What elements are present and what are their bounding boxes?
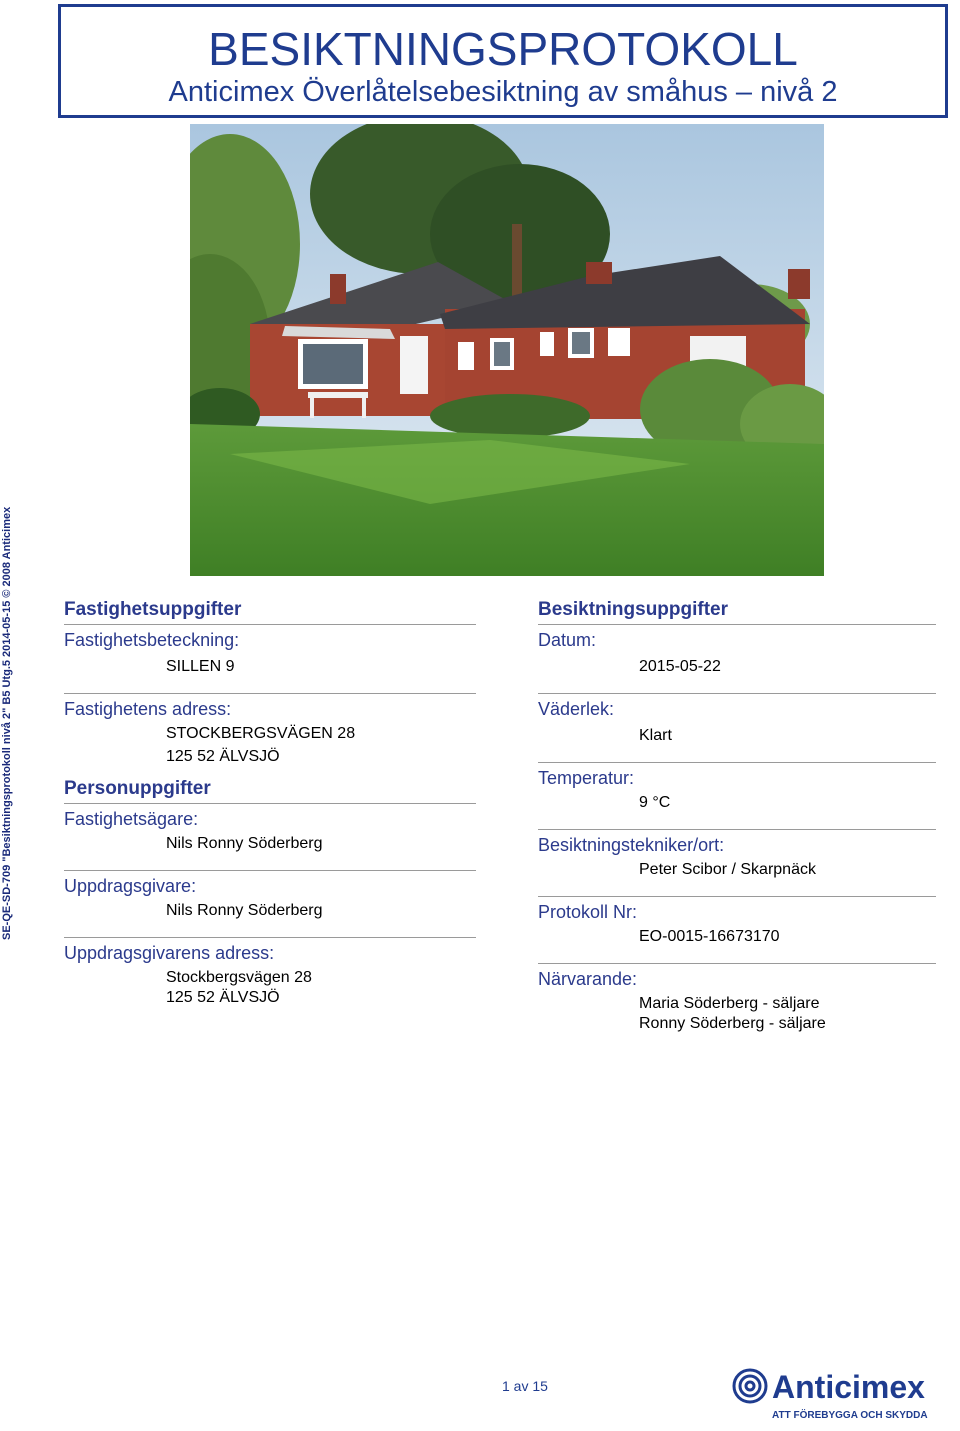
property-heading: Fastighetsuppgifter	[64, 598, 476, 625]
divider	[64, 854, 476, 871]
temperature-label: Temperatur:	[538, 768, 635, 788]
logo-name: Anticimex	[772, 1369, 925, 1405]
designation-value: SILLEN 9	[166, 658, 235, 675]
divider	[538, 746, 936, 763]
protocol-value: EO-0015-16673170	[639, 928, 780, 945]
weather-value: Klart	[639, 727, 672, 744]
document-subtitle: Anticimex Överlåtelsebesiktning av småhus – nivå 2	[168, 76, 838, 108]
address-line-1: STOCKBERGSVÄGEN 28	[166, 725, 356, 742]
temperature-value: 9 °C	[639, 794, 671, 811]
anticimex-logo	[730, 1364, 952, 1424]
client-value: Nils Ronny Söderberg	[166, 902, 323, 919]
inspector-label: Besiktningstekniker/ort:	[538, 835, 725, 855]
inspector-value: Peter Scibor / Skarpnäck	[639, 861, 816, 878]
house-photo	[190, 124, 824, 576]
client-address-label: Uppdragsgivarens adress:	[64, 943, 275, 963]
present-label: Närvarande:	[538, 969, 638, 989]
divider	[538, 880, 936, 897]
client-address-line-1: Stockbergsvägen 28	[166, 969, 312, 986]
weather-label: Väderlek:	[538, 699, 615, 719]
inspection-heading: Besiktningsuppgifter	[538, 598, 936, 625]
divider	[538, 813, 936, 830]
owner-label: Fastighetsägare:	[64, 809, 199, 829]
right-column	[538, 598, 936, 1034]
document-title: BESIKTNINGSPROTOKOLL	[208, 23, 798, 75]
designation-label: Fastighetsbeteckning:	[64, 630, 240, 650]
divider	[64, 677, 476, 694]
divider	[64, 921, 476, 938]
title-box	[58, 4, 948, 118]
anticimex-emblem-icon	[734, 1370, 766, 1402]
protocol-label: Protokoll Nr:	[538, 902, 638, 922]
divider	[538, 947, 936, 964]
present-line-1: Maria Söderberg - säljare	[639, 995, 820, 1012]
left-column	[64, 598, 476, 1008]
date-label: Datum:	[538, 630, 597, 650]
client-address-line-2: 125 52 ÄLVSJÖ	[166, 989, 280, 1006]
date-value: 2015-05-22	[639, 658, 721, 675]
present-line-2: Ronny Söderberg - säljare	[639, 1015, 826, 1032]
divider	[538, 677, 936, 694]
client-label: Uppdragsgivare:	[64, 876, 197, 896]
person-heading: Personuppgifter	[64, 777, 476, 804]
owner-value: Nils Ronny Söderberg	[166, 835, 323, 852]
address-line-2: 125 52 ÄLVSJÖ	[166, 748, 280, 765]
page-number: 1 av 15	[502, 1378, 548, 1394]
address-label: Fastighetens adress:	[64, 699, 232, 719]
logo-tagline: ATT FÖREBYGGA OCH SKYDDA	[772, 1410, 928, 1421]
document-reference: SE-QE-SD-709 "Besiktningsprotokoll nivå 2" B5 Utg.5 2014-05-15 © 2008 Anticimex	[1, 506, 13, 940]
